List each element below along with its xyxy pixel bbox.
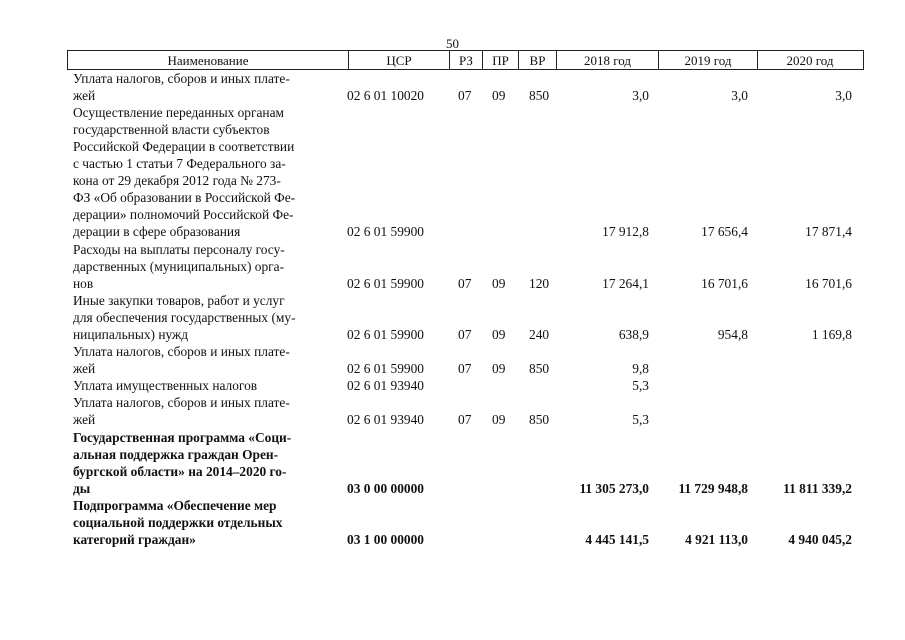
cell-rz: 07 <box>458 412 472 428</box>
cell-pr: 09 <box>492 361 506 377</box>
row-name-line: Осуществление переданных органам <box>73 104 285 120</box>
cell-vr: 850 <box>529 361 550 377</box>
cell-csr: 02 6 01 10020 <box>347 87 424 103</box>
cell-pr: 09 <box>492 275 506 291</box>
table-row <box>0 292 905 343</box>
cell-2020: 4 940 045,2 <box>788 532 852 548</box>
row-name <box>73 429 335 497</box>
cell-2018: 3,0 <box>632 87 649 103</box>
row-name-line: с частью 1 статьи 7 Федерального за- <box>73 155 286 171</box>
header-2018: 2018 год <box>557 51 659 69</box>
row-name-line: Уплата налогов, сборов и иных плате- <box>73 395 290 411</box>
row-name-line: Подпрограмма «Обеспечение мер <box>73 498 277 513</box>
page-number: 50 <box>446 36 459 51</box>
row-name-line: социальной поддержки отдельных <box>73 515 283 531</box>
cell-2018: 638,9 <box>618 326 649 342</box>
table-row <box>0 497 905 548</box>
cell-csr: 02 6 01 93940 <box>347 412 424 428</box>
cell-csr: 03 0 00 00000 <box>347 480 424 496</box>
table-row <box>0 394 905 428</box>
cell-2019: 16 701,6 <box>701 275 748 291</box>
header-csr: ЦСР <box>349 51 450 69</box>
row-name <box>73 377 335 394</box>
cell-2018: 17 264,1 <box>602 275 649 291</box>
row-name-line: жей <box>73 412 96 428</box>
table-header <box>67 50 864 70</box>
cell-2018: 5,3 <box>632 378 649 394</box>
row-name-line: дарственных (муниципальных) орга- <box>73 258 285 274</box>
row-name <box>73 497 335 548</box>
cell-2018: 9,8 <box>632 361 649 377</box>
cell-2019: 17 656,4 <box>701 224 748 240</box>
row-name-line: Государственная программа «Соци- <box>73 429 292 445</box>
header-2020: 2020 год <box>786 53 834 68</box>
row-name-line: кона от 29 декабря 2012 года № 273- <box>73 173 281 189</box>
cell-2020: 11 811 339,2 <box>783 480 852 496</box>
header-2019: 2019 год <box>659 51 758 69</box>
cell-pr: 09 <box>492 326 506 342</box>
row-name-line: дерации в сфере образования <box>73 224 241 240</box>
cell-vr: 850 <box>529 412 550 428</box>
cell-rz: 07 <box>458 87 472 103</box>
row-name <box>73 104 335 241</box>
row-name <box>73 241 335 292</box>
cell-2019: 954,8 <box>717 326 748 342</box>
table-row <box>0 241 905 292</box>
cell-rz: 07 <box>458 326 472 342</box>
table-row <box>0 429 905 497</box>
cell-2018: 4 445 141,5 <box>585 532 649 548</box>
cell-2020: 16 701,6 <box>805 275 852 291</box>
header-name: Наименование <box>68 51 349 69</box>
row-name-line: ФЗ «Об образовании в Российской Фе- <box>73 190 296 206</box>
cell-2018: 17 912,8 <box>602 224 649 240</box>
row-name-line: Уплата имущественных налогов <box>73 378 258 394</box>
cell-2019: 3,0 <box>731 87 748 103</box>
table-row <box>0 104 905 241</box>
cell-pr: 09 <box>492 87 506 103</box>
row-name <box>73 343 335 377</box>
cell-2020: 17 871,4 <box>805 224 852 240</box>
cell-rz: 07 <box>458 275 472 291</box>
cell-2018: 11 305 273,0 <box>579 480 649 496</box>
table-row <box>0 70 905 104</box>
cell-pr: 09 <box>492 412 506 428</box>
cell-2020: 1 169,8 <box>811 326 852 342</box>
header-pr: ПР <box>483 51 519 69</box>
row-name-line: ниципальных) нужд <box>73 326 189 342</box>
header-vr: ВР <box>519 51 557 69</box>
header-rz: РЗ <box>450 51 483 69</box>
row-name-line: жей <box>73 361 96 377</box>
row-name-line: бургской области» на 2014–2020 го- <box>73 463 287 479</box>
row-name-line: нов <box>73 275 94 291</box>
row-name <box>73 70 335 104</box>
row-name-line: для обеспечения государственных (му- <box>73 309 296 325</box>
cell-2019: 4 921 113,0 <box>685 532 748 548</box>
cell-vr: 850 <box>529 87 550 103</box>
cell-2020: 3,0 <box>835 87 852 103</box>
cell-vr: 240 <box>529 326 550 342</box>
cell-2018: 5,3 <box>632 412 649 428</box>
row-name-line: Российской Федерации в соответствии <box>73 138 295 154</box>
row-name <box>73 394 335 428</box>
cell-csr: 03 1 00 00000 <box>347 532 424 548</box>
cell-rz: 07 <box>458 361 472 377</box>
cell-csr: 02 6 01 59900 <box>347 361 424 377</box>
cell-csr: 02 6 01 93940 <box>347 378 424 394</box>
row-name-line: альная поддержка граждан Орен- <box>73 446 279 462</box>
row-name-line: Уплата налогов, сборов и иных плате- <box>73 344 290 360</box>
row-name-line: дерации» полномочий Российской Фе- <box>73 207 294 223</box>
cell-csr: 02 6 01 59900 <box>347 275 424 291</box>
row-name-line: Расходы на выплаты персоналу госу- <box>73 241 285 257</box>
row-name-line: Иные закупки товаров, работ и услуг <box>73 292 285 308</box>
table-row <box>0 343 905 377</box>
table-row <box>0 377 905 394</box>
cell-csr: 02 6 01 59900 <box>347 326 424 342</box>
row-name-line: ды <box>73 480 91 496</box>
cell-csr: 02 6 01 59900 <box>347 224 424 240</box>
row-name-line: государственной власти субъектов <box>73 121 270 137</box>
row-name-line: категорий граждан» <box>73 532 196 548</box>
cell-vr: 120 <box>529 275 550 291</box>
cell-2019: 11 729 948,8 <box>678 480 748 496</box>
row-name-line: жей <box>73 87 96 103</box>
row-name-line: Уплата налогов, сборов и иных плате- <box>73 70 290 86</box>
row-name <box>73 292 335 343</box>
